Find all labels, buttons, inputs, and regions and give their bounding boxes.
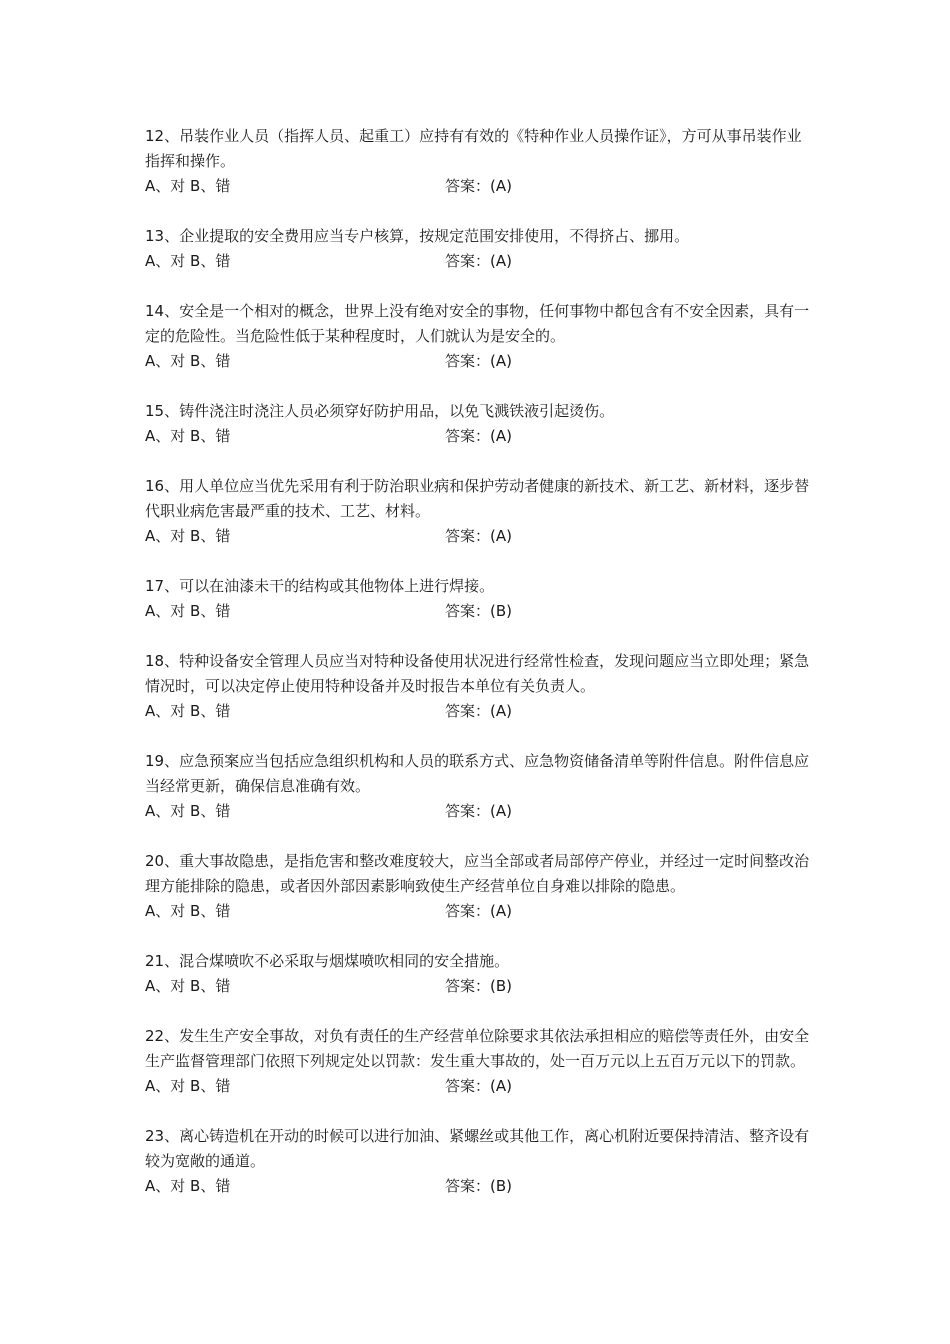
question-text: 20、重大事故隐患，是指危害和整改难度较大，应当全部或者局部停产停业，并经过一定时间整改治理方能排除的隐患，或者因外部因素影响致使生产经营单位自身难以排除的隐患。	[145, 852, 810, 895]
question-options: A、对 B、错	[145, 252, 231, 270]
document-page	[145, 124, 815, 1224]
question-text: 16、用人单位应当优先采用有利于防治职业病和保护劳动者健康的新技术、新工艺、新材料，逐步替代职业病危害最严重的技术、工艺、材料。	[145, 477, 810, 520]
question-answer: 答案：(A)	[445, 902, 512, 920]
question-block	[145, 949, 815, 999]
question-answer: 答案：(A)	[445, 802, 512, 820]
question-options-row	[145, 174, 815, 199]
question-text: 13、企业提取的安全费用应当专户核算，按规定范围安排使用，不得挤占、挪用。	[145, 227, 690, 245]
question-options-row	[145, 799, 815, 824]
question-text: 15、铸件浇注时浇注人员必须穿好防护用品，以免飞溅铁液引起烫伤。	[145, 402, 615, 420]
question-options: A、对 B、错	[145, 902, 231, 920]
question-options: A、对 B、错	[145, 702, 231, 720]
question-answer: 答案：(B)	[445, 602, 512, 620]
question-options: A、对 B、错	[145, 527, 231, 545]
question-text: 14、安全是一个相对的概念，世界上没有绝对安全的事物，任何事物中都包含有不安全因素，具有一定的危险性。当危险性低于某种程度时，人们就认为是安全的。	[145, 302, 810, 345]
question-block	[145, 1024, 815, 1099]
question-answer: 答案：(B)	[445, 1177, 512, 1195]
question-options: A、对 B、错	[145, 427, 231, 445]
question-block	[145, 749, 815, 824]
question-options-row	[145, 599, 815, 624]
question-options: A、对 B、错	[145, 352, 231, 370]
question-options-row	[145, 249, 815, 274]
question-text: 12、吊装作业人员（指挥人员、起重工）应持有有效的《特种作业人员操作证》，方可从事吊装作业指挥和操作。	[145, 127, 802, 170]
question-block	[145, 649, 815, 724]
question-text: 22、发生生产安全事故，对负有责任的生产经营单位除要求其依法承担相应的赔偿等责任外，由安全生产监督管理部门依照下列规定处以罚款：发生重大事故的，处一百万元以上五百万元以下的罚款。	[145, 1027, 810, 1070]
question-answer: 答案：(A)	[445, 1077, 512, 1095]
question-text: 19、应急预案应当包括应急组织机构和人员的联系方式、应急物资储备清单等附件信息。附件信息应当经常更新，确保信息准确有效。	[145, 752, 810, 795]
question-options: A、对 B、错	[145, 602, 231, 620]
question-answer: 答案：(A)	[445, 702, 512, 720]
question-block	[145, 1124, 815, 1199]
question-options-row	[145, 1174, 815, 1199]
question-answer: 答案：(A)	[445, 427, 512, 445]
question-text: 23、离心铸造机在开动的时候可以进行加油、紧螺丝或其他工作，离心机附近要保持清洁、整齐设有较为宽敞的通道。	[145, 1127, 810, 1170]
question-options-row	[145, 524, 815, 549]
question-text: 21、混合煤喷吹不必采取与烟煤喷吹相同的安全措施。	[145, 952, 510, 970]
question-answer: 答案：(A)	[445, 177, 512, 195]
question-block	[145, 399, 815, 449]
question-block	[145, 124, 815, 199]
question-options: A、对 B、错	[145, 802, 231, 820]
question-text: 18、特种设备安全管理人员应当对特种设备使用状况进行经常性检查，发现问题应当立即处理；紧急情况时，可以决定停止使用特种设备并及时报告本单位有关负责人。	[145, 652, 810, 695]
question-answer: 答案：(A)	[445, 252, 512, 270]
question-options-row	[145, 699, 815, 724]
question-options: A、对 B、错	[145, 1077, 231, 1095]
question-options: A、对 B、错	[145, 977, 231, 995]
question-options-row	[145, 1074, 815, 1099]
question-options: A、对 B、错	[145, 177, 231, 195]
question-block	[145, 299, 815, 374]
question-block	[145, 849, 815, 924]
question-options-row	[145, 974, 815, 999]
question-block	[145, 224, 815, 274]
question-block	[145, 574, 815, 624]
question-block	[145, 474, 815, 549]
question-options-row	[145, 349, 815, 374]
question-answer: 答案：(B)	[445, 977, 512, 995]
question-options-row	[145, 899, 815, 924]
question-options-row	[145, 424, 815, 449]
question-text: 17、可以在油漆未干的结构或其他物体上进行焊接。	[145, 577, 495, 595]
question-answer: 答案：(A)	[445, 352, 512, 370]
question-options: A、对 B、错	[145, 1177, 231, 1195]
question-answer: 答案：(A)	[445, 527, 512, 545]
